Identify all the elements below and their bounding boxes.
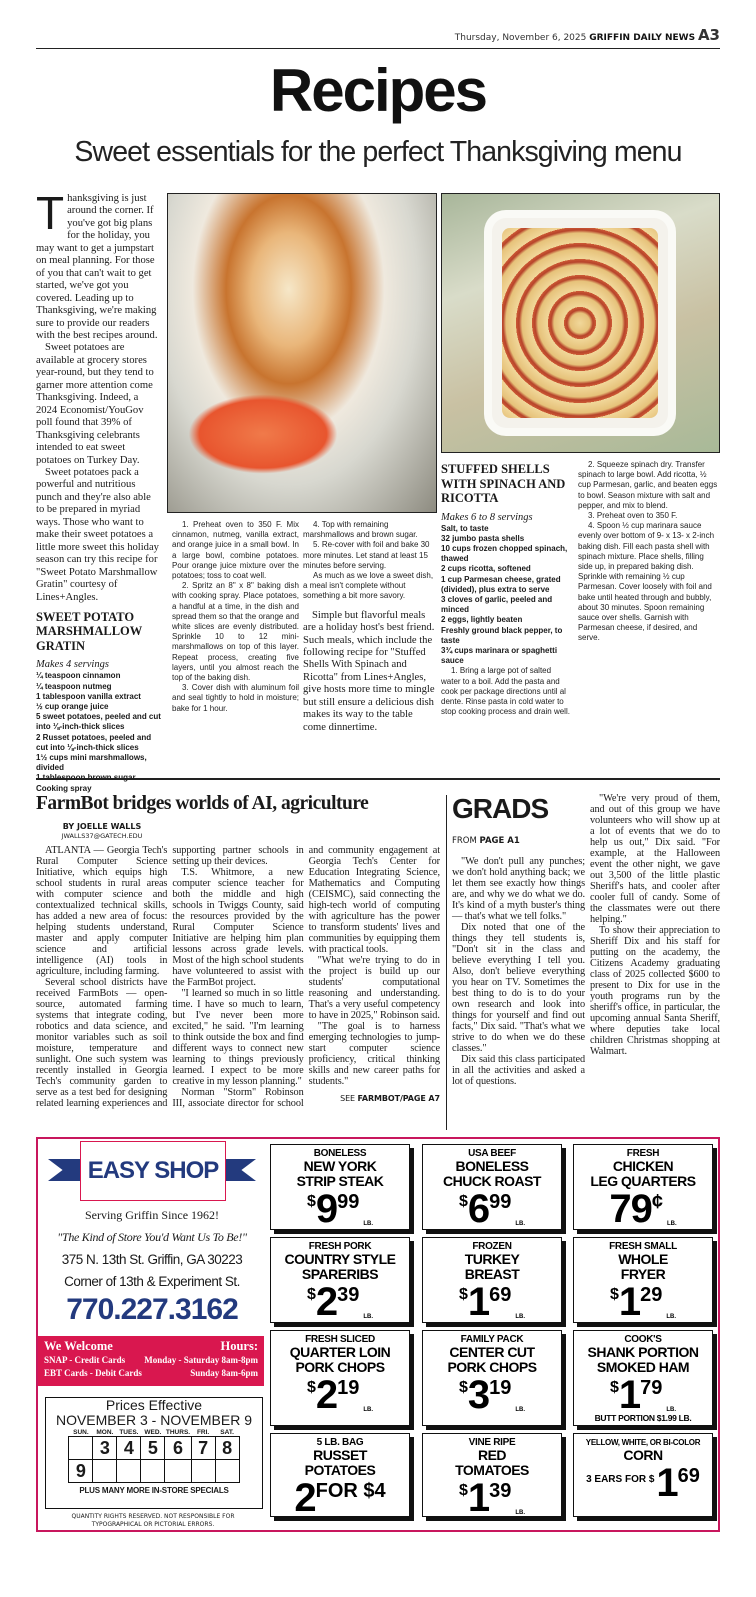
byline (36, 822, 168, 841)
price-main: 9 (315, 1187, 338, 1231)
price-dollar: $ (458, 1286, 468, 1303)
bridge-paragraph: Simple but flavorful meals are a holiday host's best friend. Such meals, which include the following recipe for "Stuffed Shells With Spinach and Ricotta" from Lines+Angles, give hosts more time to mingle but still ensure a delicious dish makes its way to the table come dinnertime. (303, 609, 435, 733)
recipe-title: SWEET POTATO MARSHMALLOW GRATIN (36, 609, 143, 653)
item-name: FRYER (620, 1266, 666, 1282)
intro-paragraph: Sweet potatoes pack a powerful and nutritious punch and they're also able to be prepared in myriad ways. Those who want to make their sweet potatoes a little more sweet this holiday season can try this recipe for "Sweet Potato Marshmallow Gratin" courtesy of Lines+Angles. (36, 466, 159, 603)
section-title: Recipes (269, 57, 487, 124)
price-unit: LB. (515, 1221, 526, 1227)
hours-label: Hours: (220, 1339, 258, 1353)
calendar (68, 1429, 239, 1483)
item-name: CHUCK ROAST (443, 1173, 541, 1189)
price-main: 1 (467, 1280, 490, 1324)
folio (455, 26, 720, 44)
price-unit: LB. (363, 1221, 374, 1227)
ingredient: Cooking spray (36, 783, 92, 793)
farmbot-body (36, 845, 440, 1109)
recipe-step: 4. Spoon ½ cup marinara sauce evenly over bottom of 9- x 13- x 2-inch baking dish. Fill each pasta shell with spinach mixture. Place shells, filling side up, in prepared baking dish. Sprinkle with remaining ½ cup Parmesan. Cover loosely with foil and bake until heated through and bubbly, about 30 minutes. Spoon remaining sauce over shells. Garnish with Parmesan cheese, if desired, and serve. (578, 521, 715, 643)
item-name: CENTER CUT (449, 1344, 535, 1360)
since-text: Serving Griffin Since 1962! (84, 1208, 220, 1222)
price-dollar: $ (609, 1286, 619, 1303)
issue-date: Thursday, November 6, 2025 (454, 33, 587, 43)
headline: Sweet essentials for the perfect Thanksgiving menu (74, 136, 682, 168)
price-main: 6 (467, 1187, 490, 1231)
store-name: EASY SHOP (80, 1141, 226, 1201)
article-paragraph: To show their appreciation to Sheriff Dix and his staff for putting on the academy, the Citizens Academy graduating class of 2025 collected $600 to present to Dix for use in the youth programs run by the sheriff's office, in particular, the upcoming annual Santa Sheriff, where deputies take local children Christmas shopping at Walmart. (590, 925, 720, 1057)
recipe-yield: Makes 4 servings (36, 659, 109, 671)
ingredient: 32 jumbo pasta shells (441, 533, 525, 543)
price-main: 3 (467, 1373, 490, 1417)
price-dollar: $ (306, 1193, 316, 1210)
from-page[interactable]: PAGE A1 (479, 836, 520, 846)
item-name: PORK CHOPS (295, 1359, 385, 1375)
recipe-step: 2. Spritz an 8" x 8" baking dish with cooking spray. Place potatoes, a handful at a time, in the dish and spread them so that the orange and white slices are evenly distributed. Sprinkle 10 to 12 mini-marshmallows on top of this layer. Repeat process, creating five layers, until you almost reach the top of the baking dish. (172, 581, 299, 683)
item-kicker: USA BEEF (468, 1148, 516, 1159)
item-name: WHOLE (618, 1251, 668, 1267)
address: 375 N. 13th St. Griffin, GA 30223 (61, 1252, 243, 1267)
price-unit: LB. (666, 1407, 677, 1413)
price-box (573, 1330, 713, 1426)
jump-line[interactable] (309, 1093, 440, 1104)
article-paragraph: "What we're trying to do in the project is build up our students' computational reasoning and understanding. That's a very useful competency to have in 2025," Robinson said. (308, 955, 440, 1021)
article-paragraph: Norman "Storm" Robinson III, associate director for school and community engagement at Georgia Tech's Center for Education Integrating Science, Mathematics and Computing (CEISMC), said connecting the high-tech world of computing with agriculture has the power to transform students' lives and communities by equipping them with practical tools. (172, 845, 440, 1109)
calendar-day: 8 (215, 1437, 239, 1460)
ingredient: ½ cup orange juice (36, 702, 109, 712)
calendar-day (191, 1460, 215, 1483)
item-kicker: YELLOW, WHITE, OR BI-COLOR (585, 1438, 701, 1447)
welcome-label: We Welcome (44, 1339, 113, 1353)
item-kicker: FRESH (626, 1148, 660, 1159)
price-main: 1 (618, 1280, 641, 1324)
divider (36, 778, 720, 780)
ingredients-list (36, 671, 161, 793)
ingredient: 1 tablespoon vanilla extract (36, 691, 141, 701)
jump-page: FARMBOT/PAGE A7 (357, 1094, 440, 1103)
item-name: COUNTRY STYLE (284, 1251, 396, 1267)
slogan: "The Kind of Store You'd Want Us To Be!" (57, 1230, 247, 1244)
page-number: A3 (697, 26, 720, 44)
item-name: TURKEY (464, 1251, 520, 1267)
recipe-step: 2. Squeeze spinach dry. Transfer spinach to large bowl. Add ricotta, ½ cup Parmesan, garlic, and beaten eggs to bowl. Season mixture with salt and pepper, and mix to blend. (578, 460, 718, 510)
column-divider (446, 795, 447, 1130)
price-cents: 19 (337, 1377, 360, 1399)
article-paragraph: "The goal is to harness emerging technologies to jump-start computer science proficiency, critical thinking skills and new career paths for students." (308, 1021, 440, 1087)
recipe-title: STUFFED SHELLS WITH SPINACH AND RICOTTA (441, 462, 566, 505)
grads-col2 (590, 793, 720, 1057)
specials-note: PLUS MANY MORE IN-STORE SPECIALS (79, 1486, 229, 1495)
address-corner: Corner of 13th & Experiment St. (64, 1274, 240, 1289)
transition-text: As much as we love a sweet dish, a meal isn't complete without something a bit more savory. (303, 571, 434, 601)
price-dollar: $ (458, 1193, 468, 1210)
item-kicker: BONELESS (313, 1148, 367, 1159)
disclaimer: QUANTITY RIGHTS RESERVED. NOT RESPONSIBLE FOR TYPOGRAPHICAL OR PICTORIAL ERRORS. (71, 1513, 235, 1528)
intro-text: hanksgiving is just around the corner. If you've got big plans for the holiday, you may want to get a jumpstart on meal planning. For those of you that can't wait to get started, we've got you covered. Leading up to Thanksgiving, we're making sure to provide our readers with the best recipes around. (36, 193, 158, 341)
payment-methods: SNAP - Credit Cards (44, 1355, 126, 1365)
article-paragraph: ATLANTA — Georgia Tech's Rural Computer Science Initiative, which equips high school students in rural areas with computer science and contextualized technical skills, has added a new area of focus: helping students understand, master and apply computer science and artificial intelligence (AI) tools in agriculture, including farming. (36, 845, 168, 977)
drop-cap: T (36, 187, 65, 239)
calendar-day: 9 (69, 1460, 93, 1483)
calendar-day (93, 1460, 117, 1483)
price-box (270, 1144, 410, 1230)
recipe2-ingredients (441, 456, 572, 717)
effective-dates: NOVEMBER 3 - NOVEMBER 9 (55, 1412, 253, 1428)
ingredient: 2 cups ricotta, softened (441, 564, 531, 574)
price-main: 2 (294, 1476, 316, 1520)
price-dollar: $ (458, 1482, 468, 1499)
item-name: CORN (623, 1447, 663, 1463)
intro-column (36, 187, 161, 794)
author: BY JOELLE WALLS (62, 822, 142, 831)
day-label: TUES. (119, 1429, 139, 1436)
item-name: PORK CHOPS (447, 1359, 537, 1375)
sweet-potato-gratin-photo (167, 193, 437, 513)
article-paragraph: Dix noted that one of the things they tell students is, "Don't sit in the class and believe everything I tell you. Also, don't believe everything you hear on TV. Sometimes the best thing to do is to do your own research and look into things for yourself and find out facts," Dix said. "That's what we strive to do when we do these classes." (452, 922, 585, 1054)
item-price (574, 1187, 712, 1231)
price-unit: LB. (666, 1221, 677, 1227)
price-dollar: 3 EARS FOR $ (586, 1474, 655, 1485)
item-price (271, 1373, 409, 1417)
payment-hours-banner (38, 1336, 264, 1386)
price-box (270, 1433, 410, 1520)
price-dollar: $ (458, 1379, 468, 1396)
intro-paragraph: Sweet potatoes are available at grocery stores year-round, but they tend to garner more attention come Thanksgiving. Indeed, a 2024 Economist/YouGov poll found that 39% of Thanksgiving celebrants intended to eat sweet potatoes on Turkey Day. (36, 342, 154, 466)
price-main: 1 (656, 1461, 678, 1505)
price-cents: 69 (489, 1284, 512, 1306)
grads-headline: GRADS (452, 793, 549, 824)
price-cents: 99 (489, 1191, 512, 1213)
ingredient: ¼ teaspoon cinnamon (36, 671, 121, 681)
item-price (423, 1187, 561, 1231)
price-box (422, 1433, 562, 1520)
price-main: 1 (467, 1476, 490, 1520)
calendar-day (165, 1460, 191, 1483)
calendar-day (215, 1460, 239, 1483)
ingredients-list (441, 524, 572, 667)
price-cents: 39 (489, 1480, 512, 1502)
from-line (452, 836, 520, 846)
farmbot-paragraphs (36, 845, 440, 1109)
grads-col1 (452, 856, 585, 1087)
calendar-day: 4 (117, 1437, 141, 1460)
paper-name: GRIFFIN DAILY NEWS (589, 33, 696, 43)
ingredient: 1 cup Parmesan cheese, grated (divided), plus extra to serve (441, 574, 561, 594)
item-price (423, 1373, 561, 1417)
price-cents: 29 (640, 1284, 663, 1306)
price-cents: 19 (489, 1377, 512, 1399)
article-paragraph: Dix said this class participated in all the activities and asked a lot of questions. (452, 1054, 585, 1087)
price-cents: 79 (640, 1377, 663, 1399)
ingredient: Freshly ground black pepper, to taste (441, 625, 563, 645)
price-main: 79 (609, 1187, 652, 1231)
item-name: SHANK PORTION (587, 1344, 699, 1360)
day-label: WED. (144, 1429, 162, 1436)
price-dollar: $ (609, 1379, 619, 1396)
price-cents: 99 (337, 1191, 360, 1213)
ingredient: ¼ teaspoon nutmeg (36, 681, 112, 691)
item-kicker: 5 LB. BAG (316, 1437, 364, 1448)
item-name: RUSSET (313, 1447, 367, 1463)
calendar-day: 7 (191, 1437, 215, 1460)
ingredient: 3¾ cups marinara or spaghetti sauce (441, 645, 558, 666)
item-price (423, 1476, 561, 1520)
article-paragraph: Several school districts have received FarmBots — open-source, automated farming systems that integrate coding, robotics and data science, and monitor variables such as soil moisture, temperature and sunlight. One such system was recently installed in Georgia Tech's community garden to serve as a test bed for designing related learning experiences and supporting partner schools in setting up their devices. (36, 845, 304, 1109)
item-name: RED (477, 1447, 507, 1463)
payment-methods: EBT Cards - Debit Cards (44, 1367, 142, 1378)
price-cents: 39 (337, 1284, 360, 1306)
recipe-yield: Makes 6 to 8 servings (441, 511, 533, 523)
recipe1-steps-col2 (303, 520, 437, 734)
item-price (271, 1280, 409, 1324)
price-cents: ¢ (651, 1191, 663, 1213)
price-box (422, 1144, 562, 1230)
ingredient: 10 cups frozen chopped spinach, thawed (441, 543, 568, 564)
recipe-step: 3. Preheat oven to 350 F. (588, 511, 678, 521)
price-unit: LB. (666, 1314, 677, 1320)
price-box (270, 1237, 410, 1323)
item-kicker: FAMILY PACK (460, 1334, 524, 1345)
price-main: 2 (315, 1373, 338, 1417)
item-kicker: FRESH SMALL (609, 1241, 677, 1252)
prices-effective-label: Prices Effective (105, 1397, 203, 1413)
calendar-day (141, 1460, 165, 1483)
ingredient: Salt, to taste (441, 523, 489, 533)
article-paragraph: "We don't pull any punches; we don't hold anything back; we let them see exactly how things are, and why we do what we do. It's kind of a myth buster's thing — that's what we tell folks." (452, 856, 585, 922)
easy-shop-ad (36, 1137, 720, 1532)
calendar-day: 3 (93, 1437, 117, 1460)
price-box (573, 1144, 713, 1230)
author-email[interactable]: JWALLS37@GATECH.EDU (61, 832, 143, 840)
price-box (270, 1330, 410, 1426)
stuffed-shells-photo (441, 193, 720, 453)
item-kicker: FRESH PORK (308, 1241, 372, 1252)
calendar-day: 6 (165, 1437, 191, 1460)
hours-weekday: Monday - Saturday 8am-8pm (144, 1355, 258, 1365)
hours-sunday: Sunday 8am-6pm (190, 1367, 258, 1378)
item-name: BREAST (464, 1266, 520, 1282)
recipe2-steps (578, 460, 720, 644)
item-price (271, 1187, 409, 1231)
day-label: SAT. (220, 1429, 234, 1436)
ingredient: 5 sweet potatoes, peeled and cut into ⅛-inch-thick slices (36, 712, 161, 732)
store-logo (40, 1139, 264, 1207)
ingredient: 1½ cups mini marshmallows, divided (36, 753, 147, 773)
item-name: QUARTER LOIN (289, 1344, 391, 1360)
recipe-step: 4. Top with remaining marshmallows and brown sugar. (303, 520, 418, 540)
phone-number[interactable]: 770.227.3162 (66, 1293, 238, 1326)
item-price (423, 1280, 561, 1324)
ingredient: 3 cloves of garlic, peeled and minced (441, 594, 553, 615)
article-paragraph: T.S. Whitmore, a new computer science teacher for both the middle and high schools in Twiggs County, said the resources provided by the Rural Computer Science Initiative are helping him plan lessons across grade levels. Most of the high school students have volunteered to assist with the FarmBot project. (172, 867, 304, 988)
farmbot-headline: FarmBot bridges worlds of AI, agriculture (36, 793, 369, 814)
ad-store-info (40, 1139, 264, 1328)
price-box (422, 1330, 562, 1426)
item-name: STRIP STEAK (296, 1173, 384, 1189)
recipe-step: 1. Preheat oven to 350 F. Mix cinnamon, nutmeg, vanilla extract, and orange juice in a small bowl. In a large bowl, combine potatoes. Pour orange juice mixture over the potatoes; toss to coat well. (172, 520, 299, 581)
item-name: BONELESS (455, 1158, 529, 1174)
calendar-day (117, 1460, 141, 1483)
price-unit: LB. (363, 1314, 374, 1320)
price-main: 1 (618, 1373, 641, 1417)
ingredient: 2 eggs, lightly beaten (441, 615, 523, 625)
recipe1-steps-col1 (172, 520, 299, 714)
article-paragraph: "I learned so much in so little time. I have so much to learn, but I've never been more excited," he said. "I'm learning to think outside the box and find different ways to connect new learning to things previously learned. I expect to be more creative in my lesson planning." (172, 988, 304, 1087)
item-name: POTATOES (304, 1462, 376, 1478)
item-price (574, 1461, 712, 1505)
day-label: THURS. (165, 1429, 191, 1436)
price-note: BUTT PORTION $1.99 LB. (594, 1413, 692, 1423)
article-paragraph: "We're very proud of them, and out of this group we have volunteers who will show up at a lot of events that we do to help us out," Dix said. "For example, at the Halloween event the other night, we gave out 3,500 of the little plastic Sheriff's hats, and cooler after cooler full of candy. Some of the classmates were out there helping." (590, 793, 720, 925)
prices-effective-box (45, 1397, 263, 1509)
recipe-step: 3. Cover dish with aluminum foil and seal tightly to hold in moisture; bake for 1 hour. (172, 683, 299, 713)
divider (36, 48, 720, 49)
calendar-day: 5 (141, 1437, 165, 1460)
day-label: SUN. (73, 1429, 89, 1436)
price-box (573, 1237, 713, 1323)
day-label: FRI. (196, 1429, 210, 1436)
item-kicker: FRESH SLICED (305, 1334, 375, 1345)
price-unit: LB. (515, 1314, 526, 1320)
ingredient: 2 Russet potatoes, peeled and cut into ⅛-inch-thick slices (36, 732, 152, 752)
price-unit: LB. (515, 1510, 526, 1516)
recipe-step: 1. Bring a large pot of salted water to a boil. Add the pasta and cook per package directions until al dente. Rinse pasta in cold water to stop cooking process and drain well. (441, 666, 570, 717)
price-unit: LB. (363, 1407, 374, 1413)
from-label: FROM (452, 836, 477, 846)
price-dollar: $ (306, 1286, 316, 1303)
item-name: SPARERIBS (301, 1266, 379, 1282)
item-price (271, 1476, 409, 1520)
jump-see: SEE (340, 1094, 355, 1103)
item-name: SMOKED HAM (596, 1359, 690, 1375)
item-name: TOMATOES (455, 1462, 529, 1478)
price-cents: FOR $4 (315, 1480, 386, 1502)
price-cents: 69 (677, 1465, 700, 1487)
item-name: NEW YORK (303, 1158, 377, 1174)
item-price (574, 1373, 712, 1417)
price-unit: LB. (515, 1407, 526, 1413)
recipe-step: 5. Re-cover with foil and bake 30 more minutes. Let stand at least 15 minutes before serving. (303, 540, 430, 570)
day-label: MON. (96, 1429, 114, 1436)
calendar-day (69, 1437, 93, 1460)
item-kicker: FROZEN (472, 1241, 512, 1252)
item-kicker: COOK'S (624, 1334, 662, 1345)
price-box (573, 1433, 713, 1517)
item-name: LEG QUARTERS (590, 1173, 696, 1189)
price-main: 2 (315, 1280, 338, 1324)
price-box (422, 1237, 562, 1323)
price-dollar: $ (306, 1379, 316, 1396)
item-kicker: VINE RIPE (468, 1437, 516, 1448)
item-price (574, 1280, 712, 1324)
item-name: CHICKEN (612, 1158, 674, 1174)
